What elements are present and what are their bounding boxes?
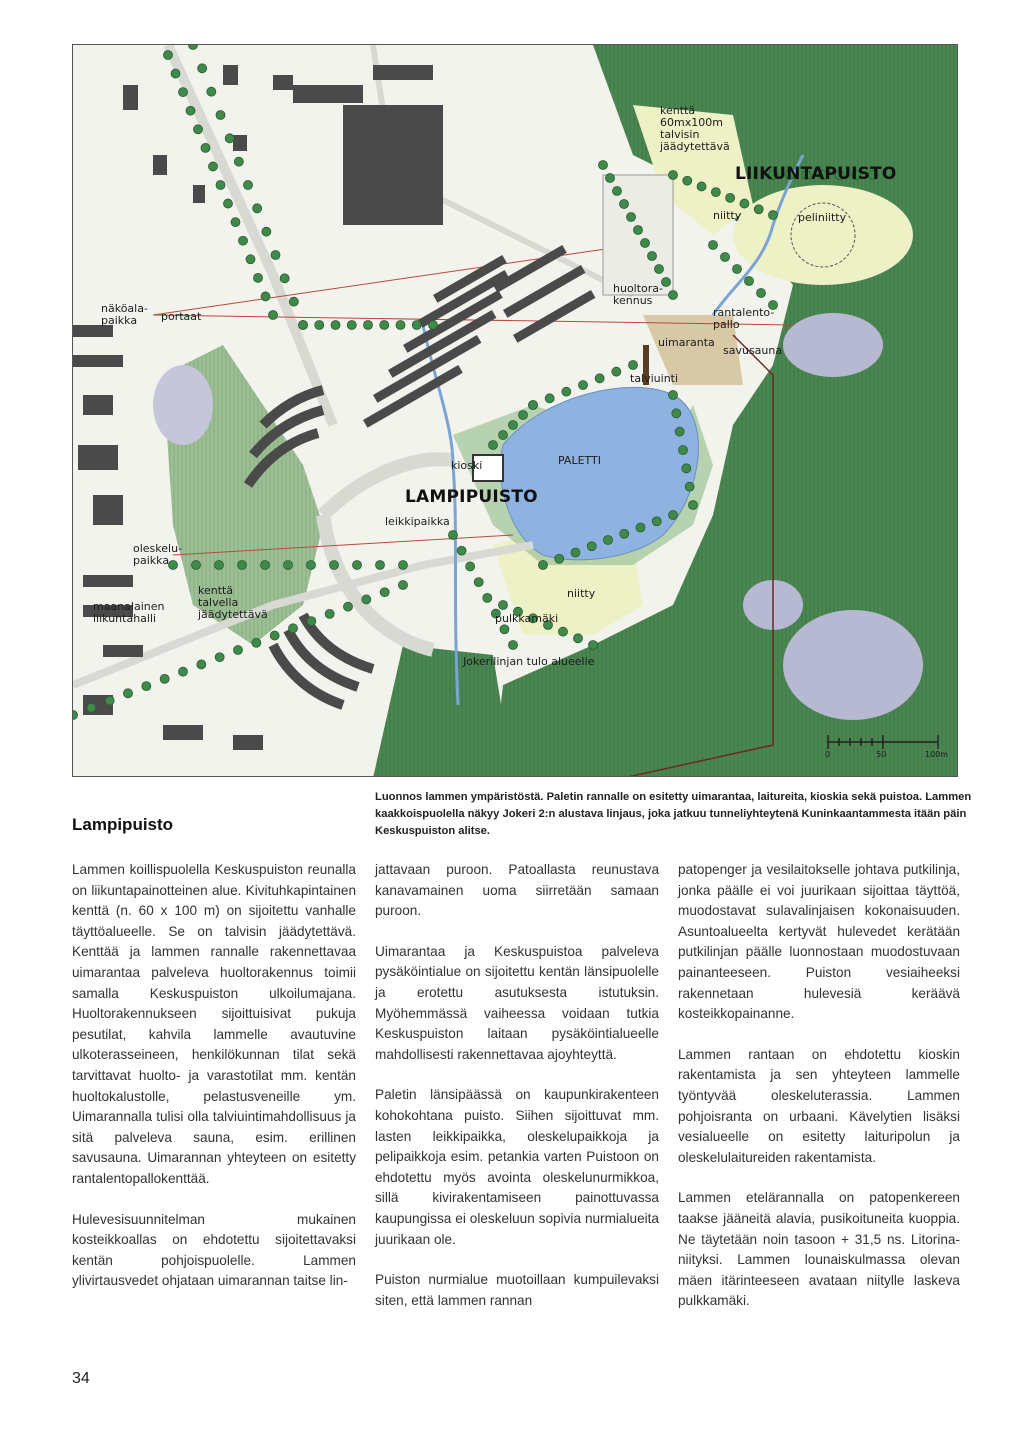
- tree-mark: [733, 265, 742, 274]
- label-paletti: PALETTI: [558, 454, 602, 467]
- tree-mark: [620, 200, 629, 209]
- tree-mark: [757, 289, 766, 298]
- tree-mark: [669, 171, 678, 180]
- tree-mark: [347, 321, 356, 330]
- tree-mark: [344, 602, 353, 611]
- tree-mark: [234, 646, 243, 655]
- tree-mark: [238, 561, 247, 570]
- tree-mark: [362, 595, 371, 604]
- label-liikuntapuisto: LIIKUNTAPUISTO: [735, 164, 897, 184]
- paragraph: Uimarantaa ja Keskuspuistoa palveleva pysäköintialue on sijoitettu kentän länsipuolelle ja erotettu asutuksesta istutuksin. Myöhemmässä vaiheessa voidaan tutkia Keskuspuiston laitaan pysäköintialueelle mahdollisesti rakennettavaa ajoyhteyttä.: [375, 943, 659, 1062]
- tree-mark: [325, 609, 334, 618]
- label-niitty-south: niitty: [567, 587, 596, 600]
- tree-mark: [466, 562, 475, 571]
- tree-mark: [587, 542, 596, 551]
- tree-mark: [164, 51, 173, 60]
- tree-mark: [599, 161, 608, 170]
- label-portaat: portaat: [161, 310, 202, 323]
- label-niitty-north: niitty: [713, 209, 742, 222]
- tree-mark: [574, 634, 583, 643]
- tree-mark: [655, 265, 664, 274]
- label-jokerilinjan: Jokerilinjan tulo alueelle: [463, 655, 595, 668]
- paragraph: patopenger ja vesilaitokselle johtava putkilinja, jonka päälle ei voi juurikaan sijoittaa täyttöä, muodostavat sulavalinjaisen kokonaisuuden. Asuntoalueelta kertyvät hulevedet kerätään putkilinjan päälle luonnostaan muodostuvaan painanteeseen. Puiston vesiaiheeksi rakennetaan hulevesiä keräävä kosteikkopainanne.: [678, 862, 960, 1022]
- label-kentta-talvella: kenttä talvella jäädytettävä: [198, 584, 268, 622]
- rock-patch: [783, 610, 923, 720]
- tree-mark: [709, 241, 718, 250]
- tree-mark: [529, 401, 538, 410]
- tree-mark: [160, 674, 169, 683]
- tree-mark: [489, 441, 498, 450]
- tree-mark: [474, 578, 483, 587]
- tree-mark: [689, 501, 698, 510]
- tree-mark: [289, 624, 298, 633]
- tree-mark: [679, 446, 688, 455]
- tree-mark: [627, 213, 636, 222]
- tree-mark: [171, 69, 180, 78]
- tree-mark: [685, 482, 694, 491]
- text-column-2: [375, 860, 659, 1331]
- tree-mark: [769, 211, 778, 220]
- tree-mark: [629, 361, 638, 370]
- tree-mark: [726, 193, 735, 202]
- label-maanalainen: maanalainen liikuntahalli: [93, 600, 165, 626]
- tree-mark: [697, 182, 706, 191]
- rock-patch: [783, 313, 883, 377]
- tree-mark: [142, 682, 151, 691]
- tree-mark: [224, 199, 233, 208]
- tree-mark: [595, 374, 604, 383]
- tree-mark: [254, 273, 263, 282]
- text-column-1: [72, 860, 356, 1312]
- tree-mark: [634, 226, 643, 235]
- tree-mark: [376, 561, 385, 570]
- tree-mark: [192, 561, 201, 570]
- paragraph: Lammen etelärannalla on patopenkereen taakse jääneitä alavia, pusikoituneita kuoppia. Ne täytetään noin tasoon + 31,5 ns. Litorina-niityksi. Lammen lounaiskulmassa olevan mäen itärinteeseen avataan niitylle laskeva pulkkamäki.: [678, 1190, 960, 1309]
- label-savusauna: savusauna: [723, 344, 783, 357]
- tree-mark: [571, 548, 580, 557]
- tree-mark: [641, 239, 650, 248]
- tree-mark: [754, 205, 763, 214]
- tree-mark: [207, 87, 216, 96]
- tree-mark: [331, 321, 340, 330]
- tree-mark: [239, 236, 248, 245]
- tree-mark: [606, 174, 615, 183]
- tree-mark: [307, 617, 316, 626]
- tree-mark: [412, 321, 421, 330]
- tree-mark: [307, 561, 316, 570]
- tree-mark: [499, 431, 508, 440]
- tree-mark: [509, 421, 518, 430]
- label-oleskelupaikka: oleskelu- paikka: [133, 542, 183, 568]
- tree-mark: [124, 689, 133, 698]
- tree-mark: [721, 253, 730, 262]
- tree-mark: [270, 631, 279, 640]
- tree-mark: [620, 529, 629, 538]
- tree-mark: [745, 277, 754, 286]
- tree-mark: [252, 638, 261, 647]
- paragraph: Lammen koillispuolella Keskuspuiston reunalla on liikuntapainotteinen alue. Kivituhkapintainen kenttä (n. 60 x 100 m) on sijoitettu vanhalle täyttöalueelle. Se on talvisin jäädytettävä. Kenttää ja lammen rannalle rakennettavaa uimarantaa palveleva huoltorakennus toimii samalla Keskuspuiston ulkoilumajana. Huoltorakennukseen sijoittuisivat pukuja pesutilat, kahvila lammelle avautuvine ulkoterasseineen, henkilökunnan tilat sekä tarvittavat huolto- ja varastotilat mm. kentän huoltokalustolle, pelastusveneille ym. Uimarannalla tulisi olla talviuintimahdollisuus ja sitä palveleva sauna, esim. erillinen savusauna. Uimarannan yhteyteen on esitetty rantalentopallokenttää.: [72, 862, 356, 1186]
- tree-mark: [353, 561, 362, 570]
- tree-mark: [284, 561, 293, 570]
- label-lampipuisto: LAMPIPUISTO: [405, 487, 538, 507]
- tree-mark: [197, 660, 206, 669]
- tree-mark: [648, 252, 657, 261]
- tree-mark: [299, 321, 308, 330]
- peliniitty-area: [733, 185, 913, 285]
- tree-mark: [396, 321, 405, 330]
- tree-mark: [262, 227, 271, 236]
- paragraph: Paletin länsipäässä on kaupunkirakenteen kohokohtana puisto. Siihen sijoittuvat mm. lasten leikkipaikka, oleskelupaikkoja ja pelipaikkoja esim. petankia varten Puistoon on ehdotettu myös avointa oleskelunurmikkoa, sillä kivirakentamiseen painottuvassa kaupungissa ei oleskeluun sopivia nurmialueita juurikaan ole.: [375, 1087, 659, 1247]
- tree-mark: [201, 143, 210, 152]
- tree-mark: [519, 411, 528, 420]
- tree-mark: [225, 134, 234, 143]
- tree-mark: [216, 181, 225, 190]
- tree-mark: [315, 321, 324, 330]
- tree-mark: [636, 523, 645, 532]
- tree-mark: [579, 381, 588, 390]
- tree-mark: [244, 181, 253, 190]
- label-peliniitty: peliniitty: [798, 211, 847, 224]
- label-uimaranta: uimaranta: [658, 336, 715, 349]
- tree-mark: [253, 204, 262, 213]
- tree-mark: [198, 64, 207, 73]
- text-column-3: [678, 860, 960, 1332]
- tree-mark: [669, 511, 678, 520]
- section-heading: Lampipuisto: [72, 815, 174, 834]
- label-huoltorakennus: huoltora- kennus: [613, 282, 664, 308]
- tree-mark: [589, 641, 598, 650]
- tree-mark: [269, 311, 278, 320]
- page-number: 34: [72, 1370, 90, 1387]
- label-leikkipaikka: leikkipaikka: [385, 515, 450, 528]
- tree-mark: [399, 581, 408, 590]
- paragraph: Hulevesisuunnitelman mukainen kosteikkoallas on ehdotettu sijoitettavaksi kentän pohjoispuolelle. Lammen ylivirtausvedet ohjataan uimarannan taitse lin-: [72, 1211, 356, 1289]
- tree-mark: [194, 125, 203, 134]
- tree-mark: [711, 188, 720, 197]
- tree-mark: [234, 157, 243, 166]
- tree-mark: [500, 625, 509, 634]
- tree-mark: [483, 593, 492, 602]
- paragraph: Lammen rantaan on ehdotettu kioskin rakentamista ja sen yhteyteen lammelle työntyvää oleskeluterassia. Lammen pohjoisranta on urbaani. Kävelytien lisäksi vesialueelle on esitetty laituripolun ja oleskelulaitureiden rakentamista.: [678, 1046, 960, 1165]
- paragraph: Puiston nurmialue muotoillaan kumpuilevaksi siten, että lammen rannan: [375, 1272, 659, 1308]
- tree-mark: [652, 517, 661, 526]
- scale-label-50: 50: [876, 750, 887, 759]
- tree-mark: [105, 696, 114, 705]
- tree-mark: [613, 187, 622, 196]
- tree-mark: [562, 387, 571, 396]
- tree-mark: [499, 601, 508, 610]
- tree-mark: [179, 667, 188, 676]
- tree-mark: [509, 641, 518, 650]
- tree-mark: [683, 176, 692, 185]
- tree-mark: [261, 292, 270, 301]
- tree-mark: [449, 531, 458, 540]
- tree-mark: [555, 554, 564, 563]
- tree-mark: [399, 561, 408, 570]
- tree-mark: [261, 561, 270, 570]
- label-kioski: kioski: [451, 459, 483, 472]
- paragraph: jattavaan puroon. Patoallasta reunustava kanavamainen uoma siirretään samaan puroon.: [375, 862, 659, 919]
- tree-mark: [672, 409, 681, 418]
- tree-mark: [380, 321, 389, 330]
- tree-mark: [209, 162, 218, 171]
- tree-mark: [215, 653, 224, 662]
- label-talviuinti: talviuinti: [630, 372, 679, 385]
- tree-mark: [545, 394, 554, 403]
- tree-mark: [539, 561, 548, 570]
- tree-mark: [682, 464, 691, 473]
- site-plan-map: [72, 44, 958, 777]
- tree-mark: [87, 703, 96, 712]
- tree-mark: [289, 297, 298, 306]
- tree-mark: [330, 561, 339, 570]
- label-kentta-60: kenttä 60mx100m talvisin jäädytettävä: [660, 104, 730, 154]
- tree-mark: [246, 255, 255, 264]
- tree-mark: [186, 106, 195, 115]
- tree-mark: [559, 627, 568, 636]
- scale-label-0: 0: [825, 750, 831, 759]
- label-nakoala: näköala- paikka: [101, 302, 148, 328]
- tree-mark: [675, 427, 684, 436]
- label-rantalentopallo: rantalento- pallo: [713, 306, 775, 332]
- tree-mark: [271, 251, 280, 260]
- tree-mark: [231, 218, 240, 227]
- rock-patch: [153, 365, 213, 445]
- tree-mark: [364, 321, 373, 330]
- tree-mark: [215, 561, 224, 570]
- tree-mark: [612, 367, 621, 376]
- label-pulkkamaki: pulkkamäki: [495, 612, 559, 625]
- tree-mark: [179, 88, 188, 97]
- tree-mark: [380, 588, 389, 597]
- tree-mark: [216, 111, 225, 120]
- map-caption: Luonnos lammen ympäristöstä. Paletin rannalle on esitetty uimarantaa, laitureita, kioskia sekä puistoa. Lammen kaakkoispuolella näkyy Jokeri 2:n alustava linjaus, joka jatkuu tunneliyhteytenä Kuninkaantammesta itään päin Keskuspuiston alitse.: [375, 791, 972, 837]
- tree-mark: [669, 291, 678, 300]
- tree-mark: [669, 391, 678, 400]
- tree-mark: [280, 274, 289, 283]
- tree-mark: [740, 199, 749, 208]
- tree-mark: [457, 546, 466, 555]
- tree-mark: [429, 321, 438, 330]
- scale-label-100: 100m: [925, 750, 949, 759]
- tree-mark: [604, 536, 613, 545]
